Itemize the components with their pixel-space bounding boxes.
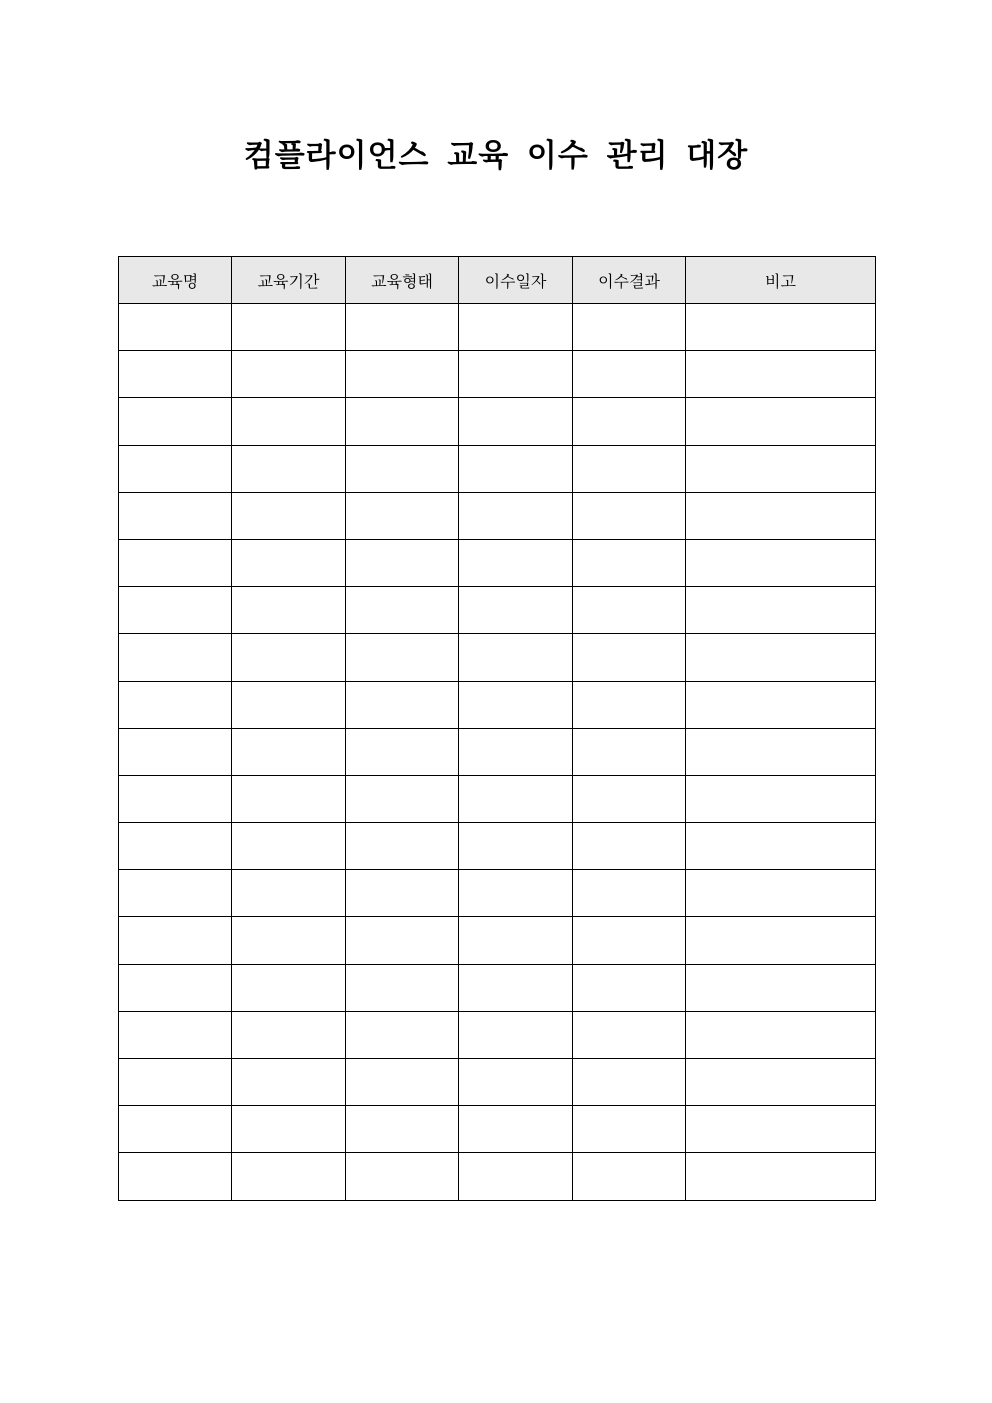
- table-row: [119, 964, 876, 1011]
- cell-course-type[interactable]: [346, 1059, 459, 1106]
- cell-completion-result[interactable]: [573, 492, 686, 539]
- table-row: [119, 1153, 876, 1200]
- cell-course-name[interactable]: [119, 492, 232, 539]
- cell-course-type[interactable]: [346, 304, 459, 351]
- cell-course-period[interactable]: [232, 634, 346, 681]
- table-row: [119, 634, 876, 681]
- cell-course-period[interactable]: [232, 351, 346, 398]
- cell-course-type[interactable]: [346, 539, 459, 586]
- cell-remarks[interactable]: [686, 351, 876, 398]
- cell-course-name[interactable]: [119, 1153, 232, 1200]
- table-header-row: [119, 257, 876, 304]
- cell-course-type[interactable]: [346, 728, 459, 775]
- cell-completion-date[interactable]: [459, 1153, 573, 1200]
- cell-course-name[interactable]: [119, 587, 232, 634]
- header-course-period: 교육기간: [232, 257, 346, 304]
- page-title: 컴플라이언스 교육 이수 관리 대장: [243, 138, 749, 174]
- cell-course-type[interactable]: [346, 917, 459, 964]
- cell-completion-date[interactable]: [459, 539, 573, 586]
- cell-course-name[interactable]: [119, 539, 232, 586]
- cell-completion-result[interactable]: [573, 304, 686, 351]
- cell-course-period[interactable]: [232, 917, 346, 964]
- cell-remarks[interactable]: [686, 492, 876, 539]
- table-row: [119, 1106, 876, 1153]
- table-row: [119, 587, 876, 634]
- cell-completion-date[interactable]: [459, 775, 573, 822]
- cell-course-type[interactable]: [346, 587, 459, 634]
- cell-course-type[interactable]: [346, 681, 459, 728]
- cell-course-name[interactable]: [119, 1106, 232, 1153]
- cell-remarks[interactable]: [686, 587, 876, 634]
- cell-course-type[interactable]: [346, 1153, 459, 1200]
- cell-remarks[interactable]: [686, 917, 876, 964]
- cell-remarks[interactable]: [686, 870, 876, 917]
- cell-course-period[interactable]: [232, 1059, 346, 1106]
- table-row: [119, 728, 876, 775]
- cell-completion-result[interactable]: [573, 587, 686, 634]
- cell-course-period[interactable]: [232, 304, 346, 351]
- cell-remarks[interactable]: [686, 681, 876, 728]
- cell-course-name[interactable]: [119, 398, 232, 445]
- cell-course-type[interactable]: [346, 870, 459, 917]
- cell-completion-result[interactable]: [573, 1153, 686, 1200]
- table-row: [119, 775, 876, 822]
- cell-course-type[interactable]: [346, 1011, 459, 1058]
- cell-course-name[interactable]: [119, 870, 232, 917]
- cell-completion-result[interactable]: [573, 1011, 686, 1058]
- cell-completion-date[interactable]: [459, 1011, 573, 1058]
- cell-remarks[interactable]: [686, 1059, 876, 1106]
- cell-remarks[interactable]: [686, 539, 876, 586]
- table-row: [119, 398, 876, 445]
- cell-completion-result[interactable]: [573, 728, 686, 775]
- cell-course-name[interactable]: [119, 1059, 232, 1106]
- cell-course-type[interactable]: [346, 445, 459, 492]
- training-ledger-table: [118, 256, 876, 1201]
- cell-completion-result[interactable]: [573, 398, 686, 445]
- cell-course-name[interactable]: [119, 445, 232, 492]
- cell-remarks[interactable]: [686, 728, 876, 775]
- cell-completion-date[interactable]: [459, 445, 573, 492]
- header-course-type: 교육형태: [346, 257, 459, 304]
- cell-course-name[interactable]: [119, 351, 232, 398]
- cell-completion-date[interactable]: [459, 304, 573, 351]
- table-row: [119, 492, 876, 539]
- cell-course-period[interactable]: [232, 539, 346, 586]
- cell-course-period[interactable]: [232, 775, 346, 822]
- cell-completion-result[interactable]: [573, 539, 686, 586]
- cell-course-type[interactable]: [346, 964, 459, 1011]
- cell-remarks[interactable]: [686, 634, 876, 681]
- cell-completion-date[interactable]: [459, 1059, 573, 1106]
- cell-course-type[interactable]: [346, 634, 459, 681]
- cell-remarks[interactable]: [686, 304, 876, 351]
- cell-completion-date[interactable]: [459, 634, 573, 681]
- cell-remarks[interactable]: [686, 775, 876, 822]
- header-remarks: 비고: [686, 257, 876, 304]
- cell-course-name[interactable]: [119, 728, 232, 775]
- cell-remarks[interactable]: [686, 1011, 876, 1058]
- cell-completion-result[interactable]: [573, 351, 686, 398]
- cell-course-period[interactable]: [232, 823, 346, 870]
- cell-remarks[interactable]: [686, 445, 876, 492]
- table-body: [119, 304, 876, 1201]
- cell-course-name[interactable]: [119, 964, 232, 1011]
- header-course-name: 교육명: [119, 257, 232, 304]
- cell-completion-result[interactable]: [573, 870, 686, 917]
- cell-completion-date[interactable]: [459, 728, 573, 775]
- cell-completion-date[interactable]: [459, 681, 573, 728]
- cell-completion-date[interactable]: [459, 351, 573, 398]
- cell-course-period[interactable]: [232, 870, 346, 917]
- cell-completion-result[interactable]: [573, 634, 686, 681]
- cell-completion-result[interactable]: [573, 775, 686, 822]
- cell-course-name[interactable]: [119, 775, 232, 822]
- cell-course-period[interactable]: [232, 587, 346, 634]
- table-row: [119, 917, 876, 964]
- cell-remarks[interactable]: [686, 398, 876, 445]
- table-row: [119, 539, 876, 586]
- table-row: [119, 870, 876, 917]
- cell-remarks[interactable]: [686, 1106, 876, 1153]
- cell-completion-result[interactable]: [573, 917, 686, 964]
- cell-course-period[interactable]: [232, 964, 346, 1011]
- cell-completion-result[interactable]: [573, 823, 686, 870]
- cell-course-period[interactable]: [232, 1153, 346, 1200]
- cell-course-type[interactable]: [346, 398, 459, 445]
- cell-course-type[interactable]: [346, 351, 459, 398]
- cell-course-type[interactable]: [346, 1106, 459, 1153]
- cell-course-period[interactable]: [232, 728, 346, 775]
- cell-course-type[interactable]: [346, 492, 459, 539]
- table-row: [119, 1059, 876, 1106]
- cell-completion-date[interactable]: [459, 492, 573, 539]
- cell-course-name[interactable]: [119, 1011, 232, 1058]
- cell-course-period[interactable]: [232, 1106, 346, 1153]
- cell-course-period[interactable]: [232, 398, 346, 445]
- cell-completion-result[interactable]: [573, 1059, 686, 1106]
- cell-course-period[interactable]: [232, 492, 346, 539]
- header-completion-date: 이수일자: [459, 257, 573, 304]
- table-row: [119, 823, 876, 870]
- cell-completion-date[interactable]: [459, 870, 573, 917]
- cell-course-name[interactable]: [119, 823, 232, 870]
- cell-remarks[interactable]: [686, 964, 876, 1011]
- table-row: [119, 445, 876, 492]
- cell-completion-result[interactable]: [573, 1106, 686, 1153]
- cell-course-name[interactable]: [119, 304, 232, 351]
- cell-remarks[interactable]: [686, 1153, 876, 1200]
- header-completion-result: 이수결과: [573, 257, 686, 304]
- table-row: [119, 304, 876, 351]
- cell-completion-date[interactable]: [459, 1106, 573, 1153]
- table-row: [119, 1011, 876, 1058]
- cell-remarks[interactable]: [686, 823, 876, 870]
- cell-course-name[interactable]: [119, 681, 232, 728]
- cell-completion-date[interactable]: [459, 398, 573, 445]
- cell-course-type[interactable]: [346, 823, 459, 870]
- cell-course-period[interactable]: [232, 681, 346, 728]
- cell-completion-result[interactable]: [573, 445, 686, 492]
- cell-completion-date[interactable]: [459, 587, 573, 634]
- table-row: [119, 351, 876, 398]
- cell-course-period[interactable]: [232, 445, 346, 492]
- cell-completion-result[interactable]: [573, 964, 686, 1011]
- table-row: [119, 681, 876, 728]
- cell-course-name[interactable]: [119, 917, 232, 964]
- cell-course-period[interactable]: [232, 1011, 346, 1058]
- cell-completion-result[interactable]: [573, 681, 686, 728]
- cell-course-name[interactable]: [119, 634, 232, 681]
- cell-completion-date[interactable]: [459, 917, 573, 964]
- cell-completion-date[interactable]: [459, 964, 573, 1011]
- cell-completion-date[interactable]: [459, 823, 573, 870]
- cell-course-type[interactable]: [346, 775, 459, 822]
